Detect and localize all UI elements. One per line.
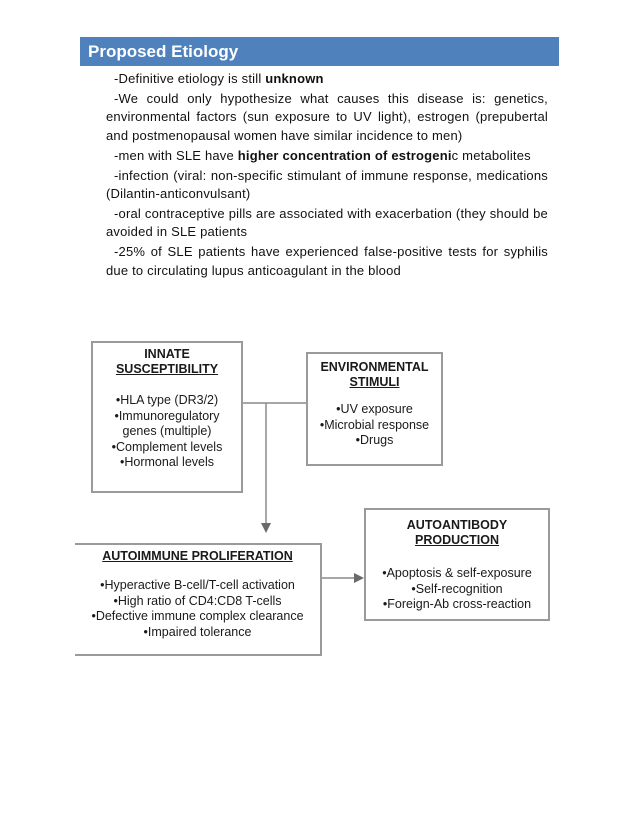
autoimmune-title: AUTOIMMUNE PROLIFERATION: [102, 549, 293, 563]
section-header: [80, 37, 559, 66]
paragraph-text: -infection (viral: non-specific stimulant of immune response, medications (Dilantin-anticonvulsant): [106, 167, 548, 201]
etiology-paragraph: [106, 205, 548, 242]
autoimmune-item: •Hyperactive B-cell/T-cell activation: [100, 578, 295, 592]
etiology-paragraph: [106, 90, 548, 145]
autoantibody-item: •Foreign-Ab cross-reaction: [382, 597, 532, 611]
innate-title-1: INNATE: [144, 347, 190, 361]
innate-item: •Immunoregulatory: [114, 408, 220, 423]
environmental-title-1: ENVIRONMENTAL: [320, 360, 429, 374]
innate-item: •HLA type (DR3/2): [115, 393, 219, 407]
paragraph-text: -We could only hypothesize what causes this disease is: genetics, environmental factors (sun exposure to UV light), estrogen (prepubertal and postmenopausal women have similar incidence to men): [106, 90, 548, 143]
autoantibody-item: •Apoptosis & self-exposure: [382, 566, 532, 580]
environmental-item: •Microbial response: [319, 417, 430, 432]
paragraph-text: -men with SLE have: [114, 147, 238, 163]
emphasis-text: higher concentration of estrogeni: [237, 147, 452, 163]
autoimmune-item: •Impaired tolerance: [143, 624, 252, 639]
arrow-down-head: [261, 523, 271, 533]
environmental-item: •Drugs: [355, 433, 394, 447]
emphasis-text: unknown: [265, 71, 324, 86]
etiology-paragraph: [106, 147, 548, 165]
paragraph-text: -oral contraceptive pills are associated with exacerbation (they should be avoided in SLE patients: [106, 205, 548, 240]
innate-item: •Complement levels: [111, 439, 223, 454]
innate-item: genes (multiple): [122, 424, 212, 438]
autoantibody-title-2: PRODUCTION: [414, 533, 500, 547]
etiology-paragraph: [106, 70, 548, 88]
autoimmune-proliferation-box: [75, 543, 322, 656]
autoimmune-item: •Defective immune complex clearance: [91, 609, 304, 623]
etiology-diagram: [0, 330, 638, 670]
autoantibody-production-box: [364, 508, 550, 621]
etiology-paragraph: [106, 167, 548, 204]
paragraph-text: -25% of SLE patients have experienced false-positive tests for syphilis due to circulating lupus anticoagulant in the blood: [106, 244, 548, 278]
environmental-item: •UV exposure: [336, 402, 413, 416]
autoantibody-item: •Self-recognition: [411, 581, 503, 596]
section-title: Proposed Etiology: [88, 42, 239, 61]
innate-susceptibility-box: [91, 341, 243, 493]
environmental-title-2: STIMULI: [349, 375, 400, 389]
paragraph-text: -Definitive etiology is still: [114, 71, 266, 86]
innate-item: •Hormonal levels: [120, 455, 214, 469]
autoimmune-item: •High ratio of CD4:CD8 T-cells: [113, 593, 282, 608]
etiology-paragraph: [106, 243, 548, 280]
arrow-right-head: [354, 573, 364, 583]
innate-title-2: SUSCEPTIBILITY: [115, 362, 219, 376]
autoantibody-title-1: AUTOANTIBODY: [406, 518, 508, 532]
environmental-stimuli-box: [306, 352, 443, 466]
paragraph-text: c metabolites: [451, 147, 531, 163]
etiology-text: [106, 70, 548, 281]
